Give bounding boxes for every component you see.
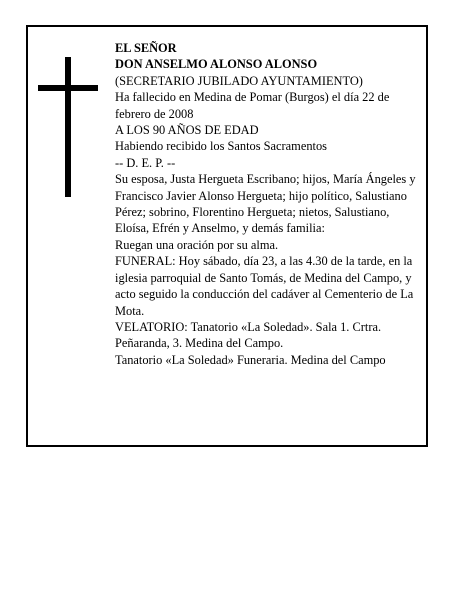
cross-icon (38, 57, 98, 197)
notice-body (115, 40, 421, 368)
family-list: Su esposa, Justa Hergueta Escribano; hijos, María Ángeles y Francisco Javier Alonso Hergueta; hijo político, Salustiano Pérez; sobrino, Florentino Hergueta; nietos, Salustiano, Eloísa, Efrén y Anselmo, y demás familia: (115, 172, 416, 236)
deceased-age: A LOS 90 AÑOS DE EDAD (115, 123, 259, 138)
sacraments-line: Habiendo recibido los Santos Sacramentos (115, 139, 327, 154)
deceased-role: (SECRETARIO JUBILADO AYUNTAMIENTO) (115, 73, 363, 88)
cross-vertical-bar (65, 57, 71, 197)
obituary-notice (26, 25, 428, 447)
rip-line: -- D. E. P. -- (115, 155, 176, 170)
funeral-details: FUNERAL: Hoy sábado, día 23, a las 4.30 de la tarde, en la iglesia parroquial de Santo Tomás, de Medina del Campo, y acto seguido la conducción del cadáver al Cementerio de La Mota. (115, 254, 414, 318)
funeral-home: Tanatorio «La Soledad» Funeraria. Medina del Campo (115, 352, 386, 367)
prayer-request: Ruegan una oración por su alma. (115, 237, 279, 252)
cross-horizontal-bar (38, 85, 98, 91)
wake-details: VELATORIO: Tanatorio «La Soledad». Sala 1. Crtra. Peñaranda, 3. Medina del Campo. (115, 319, 382, 351)
death-announcement: Ha fallecido en Medina de Pomar (Burgos) el día 22 de febrero de 2008 (115, 90, 390, 121)
deceased-name: DON ANSELMO ALONSO ALONSO (115, 57, 318, 72)
notice-title: EL SEÑOR (115, 41, 177, 55)
